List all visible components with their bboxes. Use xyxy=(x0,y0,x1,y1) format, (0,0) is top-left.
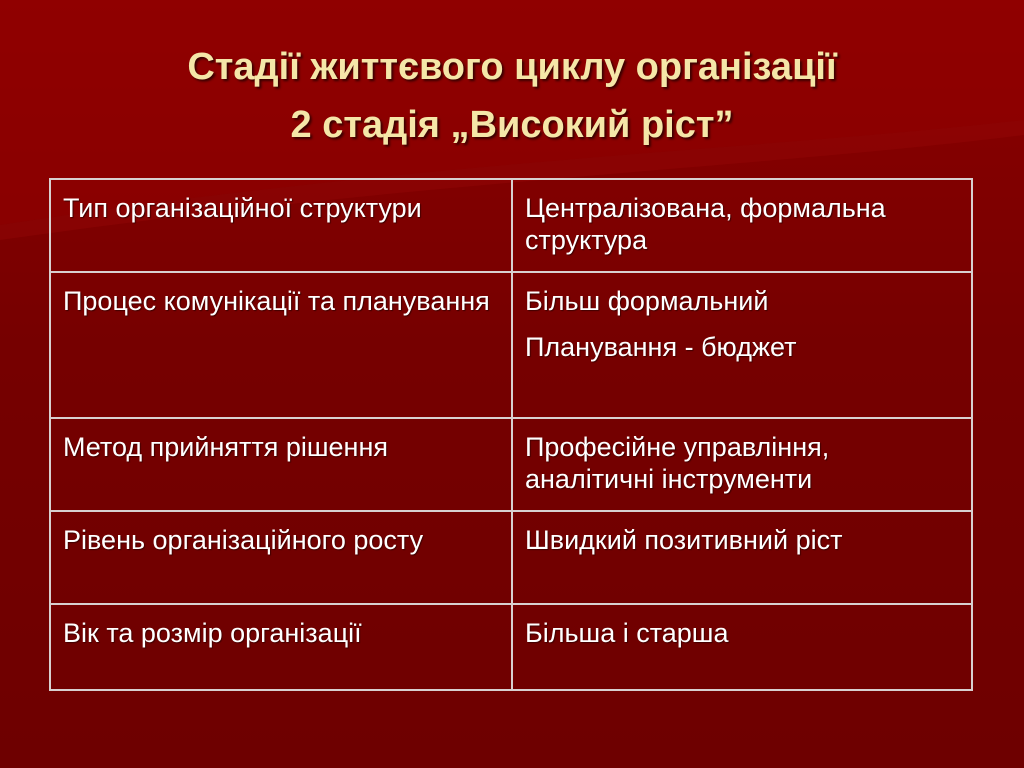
table-row xyxy=(50,179,972,272)
row-value-cell xyxy=(512,511,972,604)
row-label-cell xyxy=(50,511,512,604)
row-label-cell xyxy=(50,179,512,272)
slide-title-line-2: 2 стадія „Високий ріст” xyxy=(290,104,734,146)
row-value-cell xyxy=(512,604,972,690)
slide-title-line-1: Стадії життєвого циклу організації xyxy=(187,46,837,88)
row-label: Процес комунікації та планування xyxy=(63,286,490,316)
row-value-cell xyxy=(512,418,972,511)
row-value: Професійне управління, аналітичні інструменти xyxy=(525,432,830,494)
row-label: Тип організаційної структури xyxy=(63,193,422,223)
row-value: Більш формальний xyxy=(525,286,769,316)
row-value-cell xyxy=(512,272,972,418)
slide-title xyxy=(0,38,1024,154)
row-value: Швидкий позитивний ріст xyxy=(525,525,843,555)
row-value-cell xyxy=(512,179,972,272)
row-label-cell xyxy=(50,418,512,511)
row-value: Більша і старша xyxy=(525,618,729,648)
row-value: Централізована, формальна структура xyxy=(525,193,886,255)
table-row xyxy=(50,418,972,511)
table-row xyxy=(50,604,972,690)
row-label-cell xyxy=(50,272,512,418)
row-label-cell xyxy=(50,604,512,690)
row-label: Рівень організаційного росту xyxy=(63,525,424,555)
stage-characteristics-table xyxy=(49,178,973,691)
row-value: Планування - бюджет xyxy=(525,332,797,362)
row-label: Метод прийняття рішення xyxy=(63,432,388,462)
row-label: Вік та розмір організації xyxy=(63,618,362,648)
table-row xyxy=(50,272,972,418)
table-row xyxy=(50,511,972,604)
